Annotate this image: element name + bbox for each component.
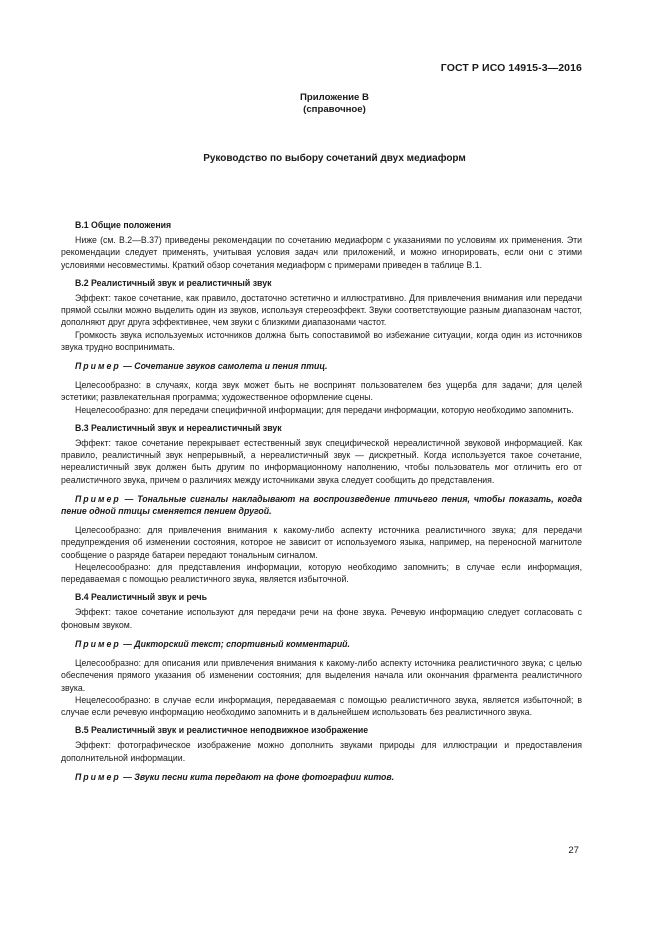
example-text: — Сочетание звуков самолета и пения птиц. (120, 361, 328, 372)
example-text: — Тональные сигналы накладывают на воспроизведение птичьего пения, чтобы показать, когда пение одной птицы сменяется пением другой. (61, 493, 582, 517)
paragraph: Эффект: фотографическое изображение можно дополнить звуками природы для иллюстрации и предоставления дополнительной информации. (61, 740, 582, 763)
section-heading: В.5 Реалистичный звук и реалистичное неподвижное изображение (75, 725, 369, 736)
paragraph: Нецелесообразно: для передачи специфичной информации; для передачи информации, которую необходимо запомнить. (75, 404, 574, 415)
paragraph: Эффект: такое сочетание используют для передачи речи на фоне звука. Речевую информацию следует согласовать с фоновым звуком. (61, 607, 582, 630)
paragraph: Целесообразно: для привлечения внимания к какому-либо аспекту источника реалистичного звука; для передачи предупреждения об изменении состояния, которое не зависит от используемого языка, например, на переносной магнитоле сообщение о разряде батареи передают тональным сигналом. (61, 525, 582, 560)
document-id: ГОСТ Р ИСО 14915-3—2016 (440, 62, 582, 74)
example (61, 360, 582, 372)
document-body (61, 219, 582, 790)
example-text: — Дикторский текст; спортивный комментарий. (120, 638, 350, 649)
section-heading: В.2 Реалистичный звук и реалистичный звук (75, 277, 272, 288)
paragraph: Эффект: такое сочетание перекрывает естественный звук специфической нереалистичной звуковой информацией. Как правило, реалистичный звук непрерывный, а нереалистичный звук — дискретный. Когда используется такое сочетание, нереалистичный звук должен быть другим по информационному наполнению, чтобы пользователь мог отличить его от реалистичного звука, причем о различиях между источниками звука следует сообщить до представления. (61, 438, 582, 485)
paragraph: Ниже (см. В.2—В.37) приведены рекомендации по сочетанию медиаформ с указаниями по условиям их применения. Эти рекомендации следует применять, учитывая условия задач или приложений, и можно игнорировать, если они с этими условиями несовместимы. Краткий обзор сочетания медиаформ с примерами приведен в таблице В.1. (61, 235, 582, 270)
annex-title: Приложение В (300, 92, 369, 103)
example (61, 771, 582, 783)
example-lead: Пример (75, 638, 121, 649)
example-lead: Пример (75, 361, 121, 372)
example-lead: Пример (75, 771, 121, 782)
paragraph: Целесообразно: в случаях, когда звук может быть не воспринят пользователем без ущерба для задачи; для целей эстетики; развлекательная программа; художественное оформление сцены. (61, 380, 582, 403)
paragraph: Эффект: такое сочетание, как правило, достаточно эстетично и иллюстративно. Для привлечения внимания или передачи прямой ссылки можно выделить один из звуков, используя стереоэффект. Звуки соответствующие разным диапазонам частот, дополняют друг друга эффективнее, чем звуки с близкими диапазонами частот. (61, 293, 582, 328)
example-lead: Пример (75, 493, 121, 504)
annex-subtitle: (справочное) (303, 104, 366, 115)
paragraph: Нецелесообразно: для представления информации, которую необходимо запомнить; в случае если информация, передаваемая с помощью реалистичного звука, является избыточной. (61, 561, 582, 585)
paragraph: Нецелесообразно: в случае если информация, передаваемая с помощью реалистичного звука, является избыточной; в случае если речевую информацию необходимо запомнить и в дальнейшем использовать без реалистичного звука. (61, 694, 582, 717)
example (61, 493, 582, 517)
main-title: Руководство по выбору сочетаний двух медиаформ (203, 153, 466, 164)
paragraph: Целесообразно: для описания или привлечения внимания к какому-либо аспекту источника реалистичного звука; с целью обеспечения прямого указания об изменении состояния; для выделения начала или окончания фрагмента реалистичного звука. (61, 658, 582, 693)
example (61, 638, 582, 650)
annex-heading (0, 92, 661, 116)
section-heading: В.1 Общие положения (75, 220, 172, 230)
example-text: — Звуки песни кита передают на фоне фотографии китов. (120, 771, 395, 782)
paragraph: Громкость звука используемых источников должна быть сопоставимой во избежание ситуации, когда один из источников звука трудно воспринимать. (61, 329, 582, 352)
section-heading: В.4 Реалистичный звук и речь (75, 592, 207, 603)
page-number: 27 (568, 845, 579, 856)
section-heading: В.3 Реалистичный звук и нереалистичный звук (75, 422, 282, 433)
